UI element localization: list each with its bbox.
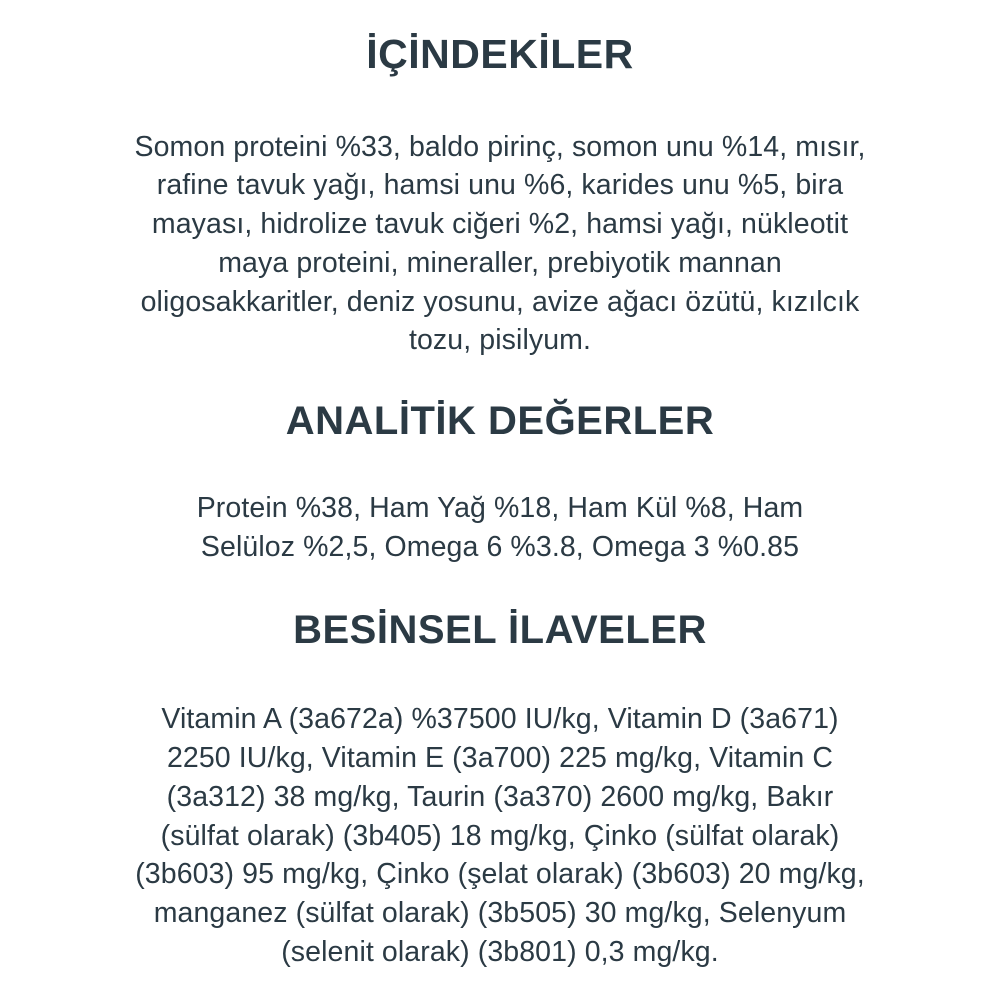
section-additives bbox=[110, 608, 890, 1000]
additives-heading: BESİNSEL İLAVELER bbox=[293, 607, 707, 652]
ingredients-text: Somon proteini %33, baldo pirinç, somon unu %14, mısır, rafine tavuk yağı, hamsi unu %6, karides unu %5, bira mayası, hidrolize tavuk ciğeri %2, hamsi yağı, nükleotit maya proteini, mineraller, prebiyotik mannan oligosakkaritler, deniz yosunu, avize ağacı özütü, kızılcık tozu, pisilyum. bbox=[134, 130, 866, 357]
section-analytical bbox=[110, 399, 890, 596]
analytical-heading: ANALİTİK DEĞERLER bbox=[285, 398, 715, 443]
section-ingredients bbox=[110, 18, 890, 389]
analytical-text: Protein %38, Ham Yağ %18, Ham Kül %8, Ham Selüloz %2,5, Omega 6 %3.8, Omega 3 %0.85 bbox=[196, 492, 804, 563]
additives-text: Vitamin A (3a672a) %37500 IU/kg, Vitamin D (3a671) 2250 IU/kg, Vitamin E (3a700) 225 mg/kg, Vitamin C (3a312) 38 mg/kg, Taurin (3a370) 2600 mg/kg, Bakır (sülfat olarak) (3b405) 18 mg/kg, Çinko (sülfat olarak) (3b603) 95 mg/kg, Çinko (şelat olarak) (3b603) 20 mg/kg, manganez (sülfat olarak) (3b505) 30 mg/kg, Selenyum (selenit olarak) (3b801) 0,3 mg/kg. bbox=[135, 703, 865, 968]
ingredients-heading: İÇİNDEKİLER bbox=[366, 31, 634, 77]
